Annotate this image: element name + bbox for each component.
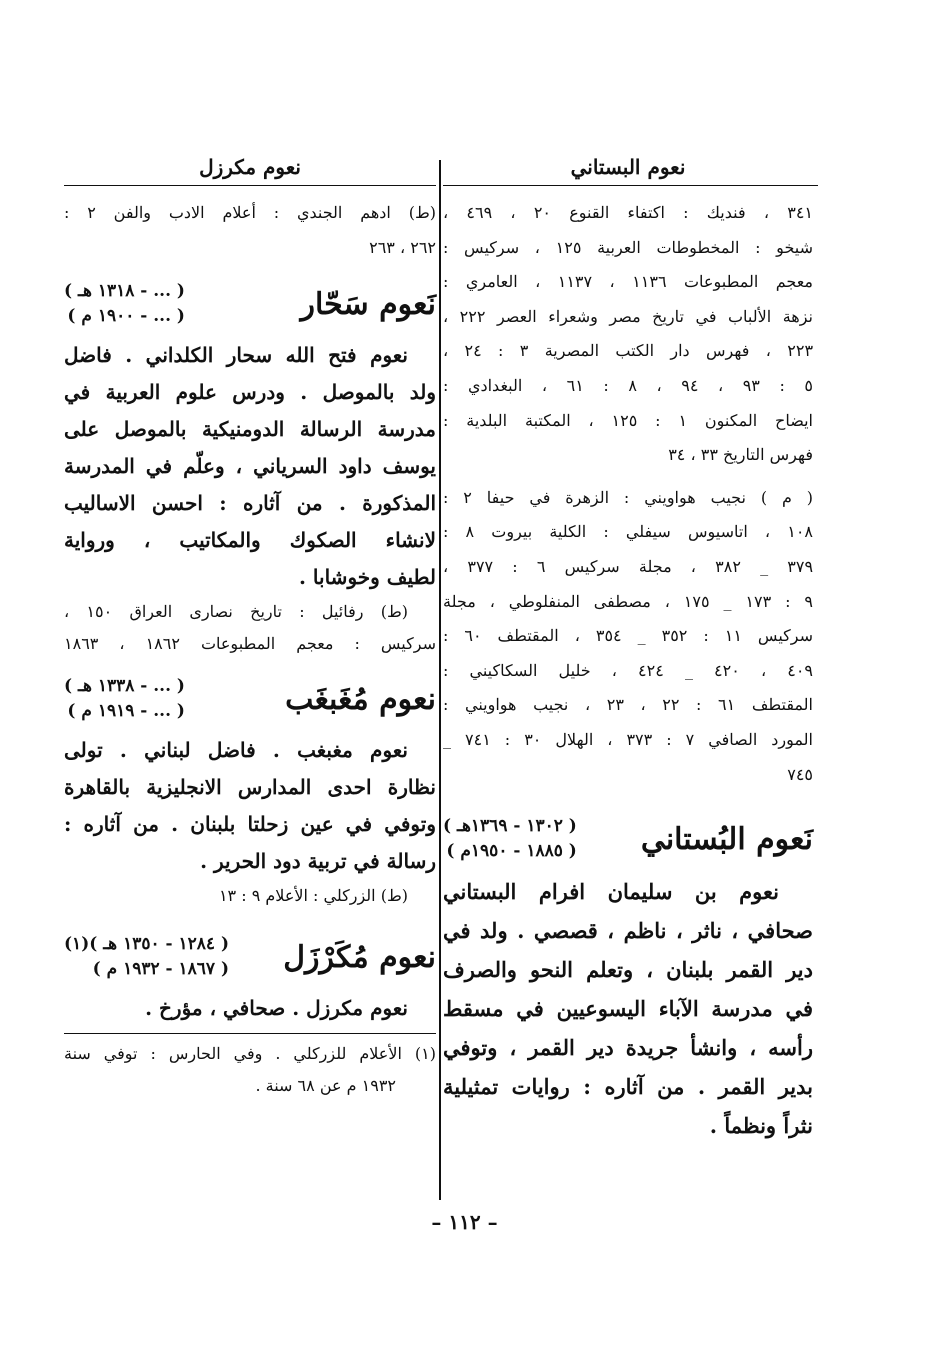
entry-heading	[64, 279, 436, 329]
running-head-left: نعوم مكرزل	[199, 155, 301, 179]
reference-line: ١٠٨ ، اتاسيوس سيفلي : الكلية بيروت ٨ :	[443, 522, 813, 542]
entry-body	[64, 337, 436, 596]
footnote-line: (١) الأعلام للزركلي . وفي الحارس : توفي سنة	[64, 1044, 436, 1064]
body-line: نعوم فتح الله سحار الكلداني . فاضل	[64, 343, 408, 368]
body-line: المذكورة . من آثاره : احسن الاساليب	[64, 491, 436, 516]
date-hijri: ( ... - ١٣٣٨ هـ )	[64, 676, 185, 697]
entry-name: نَعوم سَحّار	[300, 286, 436, 322]
body-line: صحافي ، ناثر ، ناظم ، قصصي . ولد في	[443, 918, 813, 944]
entry-heading	[443, 814, 813, 864]
body-line: نظارة احدى المدارس الانجليزية بالقاهرة	[64, 775, 436, 800]
body-line: بدير القمر . من آثاره : روايات تمثيلية	[443, 1074, 813, 1100]
footnote-line: ١٩٣٢ م عن ٦٨ سنة .	[255, 1076, 396, 1096]
date-hijri: ( ... - ١٣١٨ هـ )	[64, 281, 185, 302]
entry-dates	[64, 674, 185, 724]
reference-line: فهرس التاريخ ٣٣ ، ٣٤	[668, 445, 813, 465]
reference-line: ٤٠٩ ، ٤٢٠ _ ٤٢٤ ، خليل السكاكيني :	[443, 660, 813, 680]
reference-line: ايضاح المكنون ١ : ١٢٥ ، المكتبة البلدية :	[443, 410, 813, 430]
body-line: نعوم مغبغب . فاضل لبناني . تولى	[64, 738, 408, 763]
entry-body	[64, 732, 436, 880]
reference-line: ٣٤١ ، فنديك : اكتفاء القنوع ٢٠ ، ٤٦٩ ،	[443, 203, 813, 222]
references-block-top	[64, 196, 436, 265]
reference-line: (ط) رفائيل : تاريخ نصارى العراق ١٥٠ ،	[64, 602, 409, 622]
body-line: وتوفي في عين زحلتا بلبنان . من آثاره :	[64, 812, 436, 837]
reference-line: نزهة الألباب في تاريخ مصر وشعراء العصر ٢٢٢ ،	[443, 306, 813, 326]
reference-line: شيخو : المخطوطات العربية ١٢٥ ، سركيس :	[443, 237, 813, 257]
references-block-2	[443, 481, 813, 792]
body-line: نثراً ونظماً .	[709, 1113, 813, 1139]
body-line: يوسف داود السرياني ، وعلّم في المدرسة	[64, 454, 436, 479]
date-hijri: ( ١٢٨٤ - ١٣٥٠ هـ )(١)	[64, 934, 229, 955]
reference-line: ٧٤٥	[787, 764, 813, 784]
reference-line: المورد الصافي ٧ : ٣٧٣ ، الهلال ٣٠ : ٧٤١ _	[443, 729, 813, 749]
left-column	[64, 150, 436, 1102]
entry-name: نعوم مُغَبغَب	[285, 681, 436, 717]
entry-references	[64, 880, 436, 912]
entry-dates	[64, 932, 229, 982]
date-gregorian: ( ١٨٦٧ - ١٩٣٢ م )	[92, 959, 229, 980]
entry-body	[64, 990, 436, 1027]
page-number: – ١١٢ –	[431, 1210, 498, 1234]
reference-line: ٢٦٢ ، ٢٦٣	[369, 237, 436, 257]
entry-dates	[443, 814, 577, 864]
body-line: نعوم مكرزل . صحافي ، مؤرخ .	[145, 996, 408, 1021]
body-line: لطيف وخوشابا .	[299, 565, 436, 590]
entry-dates	[64, 279, 185, 329]
column-divider	[439, 160, 441, 1200]
reference-line: سركيس : معجم المطبوعات ١٨٦٢ ، ١٨٦٣	[64, 634, 436, 654]
body-line: رسالة في تربية دود الحرير .	[200, 849, 436, 874]
body-line: في مدرسة الآباء اليسوعيين في مسقط	[443, 996, 813, 1022]
entry-references	[64, 596, 436, 660]
date-hijri: ( ١٣٠٢ - ١٣٦٩هـ )	[443, 816, 577, 837]
reference-line: المقتطف ٦١ : ٢٢ ، ٢٣ ، نجيب هواويني :	[443, 695, 813, 715]
body-line: مدرسة الرسالة الدومنيكية بالموصل على	[64, 417, 436, 442]
running-head-right: نعوم البستاني	[570, 155, 686, 179]
right-column	[443, 150, 813, 1145]
date-gregorian: ( ... - ١٩٠٠ م )	[67, 306, 185, 327]
body-line: ولد بالموصل . ودرس علوم العربية في	[64, 380, 436, 405]
date-gregorian: ( ... - ١٩١٩ م )	[67, 701, 185, 722]
entry-heading	[64, 932, 436, 982]
entry-name: نَعوم البُستاني	[640, 821, 813, 857]
reference-line: (ط) الزركلي : الأعلام ٩ : ١٣	[218, 886, 408, 906]
reference-line: سركيس ١١ : ٣٥٢ _ ٣٥٤ ، المقتطف ٦٠ :	[443, 626, 813, 646]
entry-body	[443, 872, 813, 1145]
footnote	[64, 1038, 436, 1102]
body-line: نعوم بن سليمان افرام البستاني	[443, 879, 779, 905]
body-line: دير القمر بلبنان ، وتعلم النحو والصرف	[443, 957, 813, 983]
reference-line: ٥ : ٩٣ ، ٩٤ ، ٨ : ٦١ ، البغدادي :	[443, 375, 813, 395]
body-line: رأسه ، وانشأ جريدة دير القمر ، وتوفي	[443, 1035, 813, 1061]
body-line: لانشاء الصكوك والمكاتيب ، ورواية	[64, 528, 436, 553]
reference-line: ( م ) نجيب هواويني : الزهرة في حيفا ٢ :	[443, 487, 813, 507]
reference-line: ٢٢٣ ، فهرس دار الكتب المصرية ٣ : ٢٤ ،	[443, 341, 813, 361]
references-block-1	[443, 196, 813, 473]
entry-heading	[64, 674, 436, 724]
date-gregorian: ( ١٨٨٥ - ١٩٥٠م )	[446, 841, 577, 862]
reference-line: (ط) ادهم الجندي : أعلام الادب والفن ٢ :	[64, 203, 436, 222]
reference-line: ٣٧٩ _ ٣٨٢ ، مجلة سركيس ٦ : ٣٧٧ ،	[443, 556, 813, 576]
reference-line: معجم المطبوعات ١١٣٦ ، ١١٣٧ ، العامري :	[443, 272, 813, 292]
entry-name: نعوم مُكَرْزَل	[283, 939, 436, 975]
footnote-rule	[64, 1033, 436, 1034]
reference-line: ٩ : ١٧٣ _ ١٧٥ ، مصطفى المنفلوطي ، مجلة	[443, 591, 813, 611]
